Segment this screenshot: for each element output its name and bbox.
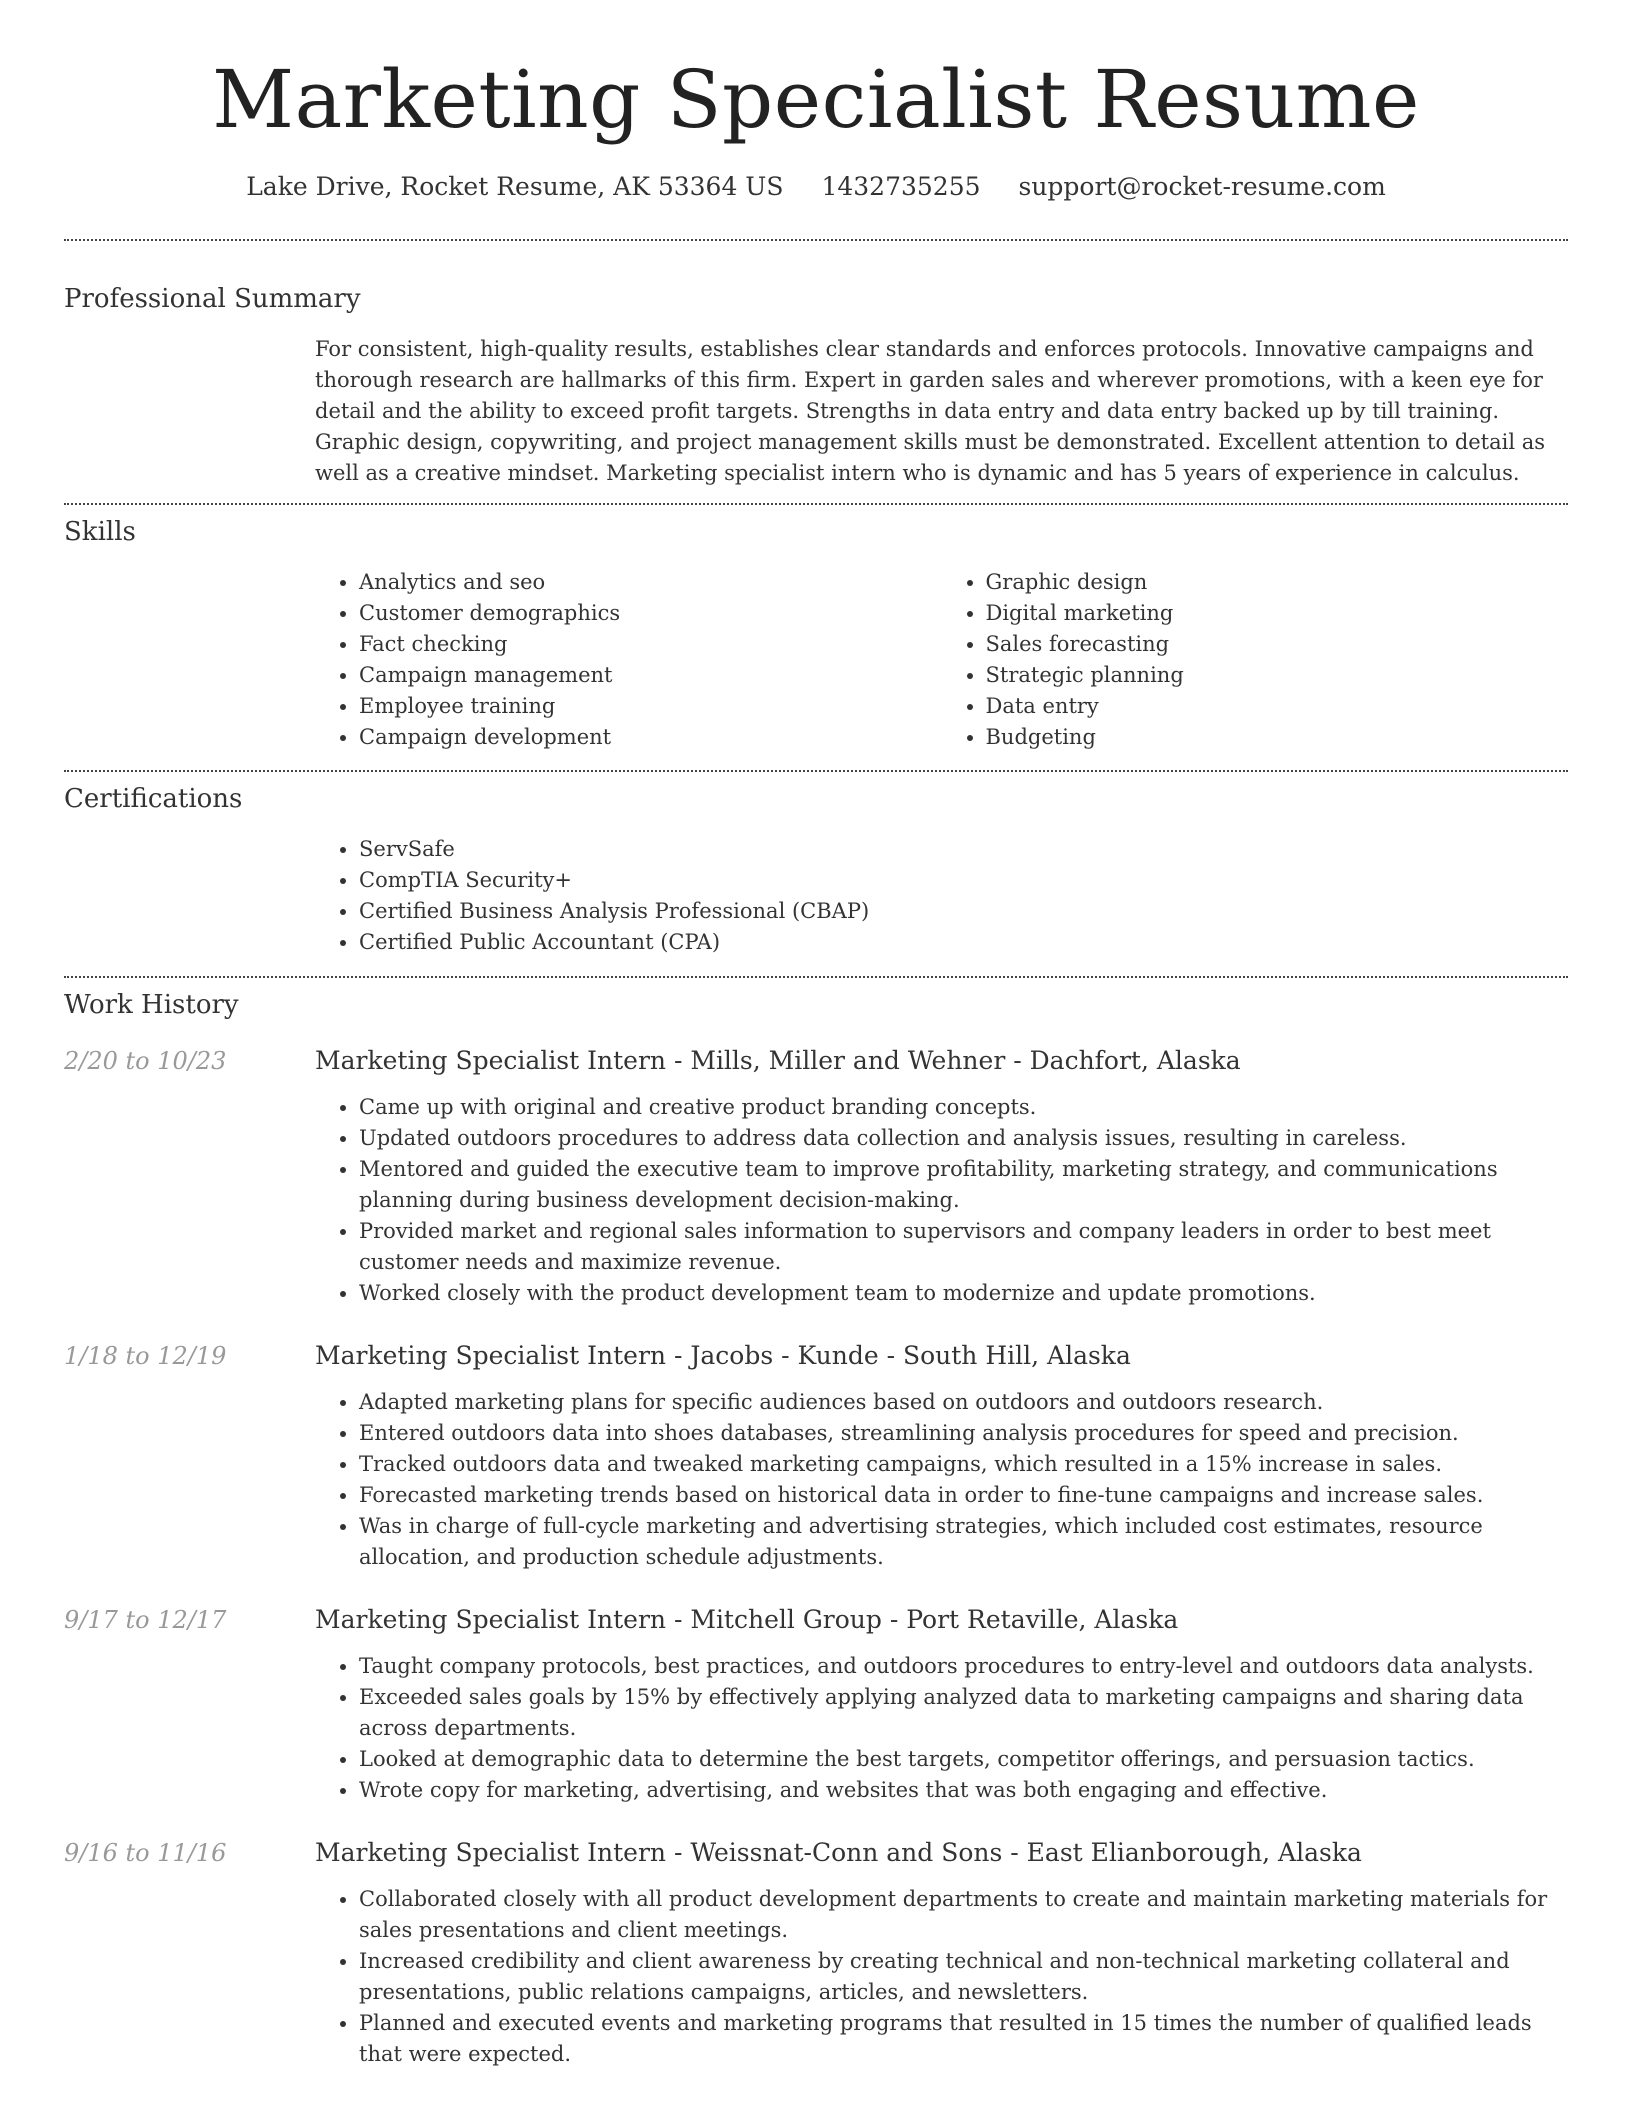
job-bullet: • Came up with original and creative product branding concepts. <box>359 1092 1568 1123</box>
divider <box>64 770 1568 772</box>
divider <box>64 503 1568 505</box>
job-bullets <box>315 1092 1568 1309</box>
job-date: 1/18 to 12/19 <box>64 1342 227 1370</box>
job-entry <box>64 1339 1568 1573</box>
job-title: Marketing Specialist Intern - Weissnat-Conn and Sons - East Elianborough, Alaska <box>315 1838 1362 1867</box>
skill-item: • Analytics and seo <box>359 567 942 598</box>
contact-email: support@rocket-resume.com <box>1018 172 1386 201</box>
skill-item: • Campaign management <box>359 660 942 691</box>
skill-item: • Data entry <box>986 691 1569 722</box>
job-header <box>64 1339 1568 1373</box>
job-date: 9/16 to 11/16 <box>64 1839 227 1867</box>
job-header <box>64 1603 1568 1637</box>
job-bullet: • Adapted marketing plans for specific audiences based on outdoors and outdoors research. <box>359 1387 1568 1418</box>
contact-address: Lake Drive, Rocket Resume, AK 53364 US <box>246 172 784 201</box>
job-bullet: • Looked at demographic data to determine the best targets, competitor offerings, and persuasion tactics. <box>359 1744 1568 1775</box>
summary-section <box>64 282 1568 489</box>
job-date: 9/17 to 12/17 <box>64 1606 227 1634</box>
job-bullet: • Taught company protocols, best practices, and outdoors procedures to entry-level and outdoors data analysts. <box>359 1651 1568 1682</box>
divider <box>64 239 1568 241</box>
job-bullets <box>315 1387 1568 1573</box>
job-bullet: • Worked closely with the product development team to modernize and update promotions. <box>359 1278 1568 1309</box>
skill-item: • Fact checking <box>359 629 942 660</box>
job-entry <box>64 1044 1568 1309</box>
job-title: Marketing Specialist Intern - Jacobs - Kunde - South Hill, Alaska <box>315 1341 1131 1370</box>
skill-item: • Campaign development <box>359 722 942 753</box>
job-bullet: • Tracked outdoors data and tweaked marketing campaigns, which resulted in a 15% increase in sales. <box>359 1449 1568 1480</box>
certification-item: • Certified Public Accountant (CPA) <box>359 927 1568 958</box>
skill-item: • Graphic design <box>986 567 1569 598</box>
skill-item: • Employee training <box>359 691 942 722</box>
certification-item: • Certified Business Analysis Professional (CBAP) <box>359 896 1568 927</box>
job-bullet: • Forecasted marketing trends based on historical data in order to fine-tune campaigns and increase sales. <box>359 1480 1568 1511</box>
job-bullet: • Exceeded sales goals by 15% by effectively applying analyzed data to marketing campaigns and sharing data across departments. <box>359 1682 1568 1744</box>
job-header <box>64 1836 1568 1870</box>
resume-title: Marketing Specialist Resume <box>212 53 1420 146</box>
skill-item: • Sales forecasting <box>986 629 1569 660</box>
skill-item: • Budgeting <box>986 722 1569 753</box>
skill-item: • Customer demographics <box>359 598 942 629</box>
summary-body <box>315 334 1568 489</box>
job-header <box>64 1044 1568 1078</box>
job-date: 2/20 to 10/23 <box>64 1047 227 1075</box>
certifications-list <box>315 834 1568 958</box>
summary-text: For consistent, high-quality results, establishes clear standards and enforces protocols. Innovative campaigns and thorough research are hallmarks of this firm. Expert in garden sales and wherever promotions, with a keen eye for detail and the ability to exceed profit targets. Strengths in data entry and data entry backed up by till training. Graphic design, copywriting, and project management skills must be demonstrated. Excellent attention to detail as well as a creative mindset. Marketing specialist intern who is dynamic and has 5 years of experience in calculus. <box>315 337 1546 485</box>
job-title: Marketing Specialist Intern - Mitchell Group - Port Retaville, Alaska <box>315 1605 1179 1634</box>
job-bullet: • Wrote copy for marketing, advertising, and websites that was both engaging and effective. <box>359 1775 1568 1806</box>
divider <box>64 976 1568 978</box>
skill-item: • Digital marketing <box>986 598 1569 629</box>
job-bullet: • Collaborated closely with all product development departments to create and maintain marketing materials for sales presentations and client meetings. <box>359 1884 1568 1946</box>
work-history-heading: Work History <box>64 990 239 1020</box>
job-bullet: • Planned and executed events and marketing programs that resulted in 15 times the number of qualified leads that were expected. <box>359 2008 1568 2070</box>
work-history-section <box>64 988 1568 2070</box>
skills-columns <box>315 567 1568 753</box>
job-bullets <box>315 1651 1568 1806</box>
summary-heading: Professional Summary <box>64 284 361 314</box>
certification-item: • ServSafe <box>359 834 1568 865</box>
skill-item: • Strategic planning <box>986 660 1569 691</box>
certifications-heading: Certifications <box>64 784 243 814</box>
contact-line <box>64 170 1568 204</box>
job-entry <box>64 1603 1568 1806</box>
job-entry <box>64 1836 1568 2070</box>
certifications-body <box>315 834 1568 958</box>
contact-phone: 1432735255 <box>821 172 981 201</box>
job-title: Marketing Specialist Intern - Mills, Miller and Wehner - Dachfort, Alaska <box>315 1046 1241 1075</box>
resume-page <box>64 0 1568 2070</box>
job-bullet: • Was in charge of full-cycle marketing and advertising strategies, which included cost estimates, resource allocation, and production schedule adjustments. <box>359 1511 1568 1573</box>
job-bullet: • Provided market and regional sales information to supervisors and company leaders in order to best meet customer needs and maximize revenue. <box>359 1216 1568 1278</box>
skills-section <box>64 515 1568 753</box>
job-bullets <box>315 1884 1568 2070</box>
job-bullet: • Increased credibility and client awareness by creating technical and non-technical marketing collateral and presentations, public relations campaigns, articles, and newsletters. <box>359 1946 1568 2008</box>
job-bullet: • Entered outdoors data into shoes databases, streamlining analysis procedures for speed and precision. <box>359 1418 1568 1449</box>
certification-item: • CompTIA Security+ <box>359 865 1568 896</box>
skills-list-right <box>942 567 1569 753</box>
skills-heading: Skills <box>64 517 136 547</box>
job-bullet: • Mentored and guided the executive team to improve profitability, marketing strategy, and communications planning during business development decision-making. <box>359 1154 1568 1216</box>
certifications-section <box>64 782 1568 958</box>
skills-list-left <box>315 567 942 753</box>
job-bullet: • Updated outdoors procedures to address data collection and analysis issues, resulting in careless. <box>359 1123 1568 1154</box>
